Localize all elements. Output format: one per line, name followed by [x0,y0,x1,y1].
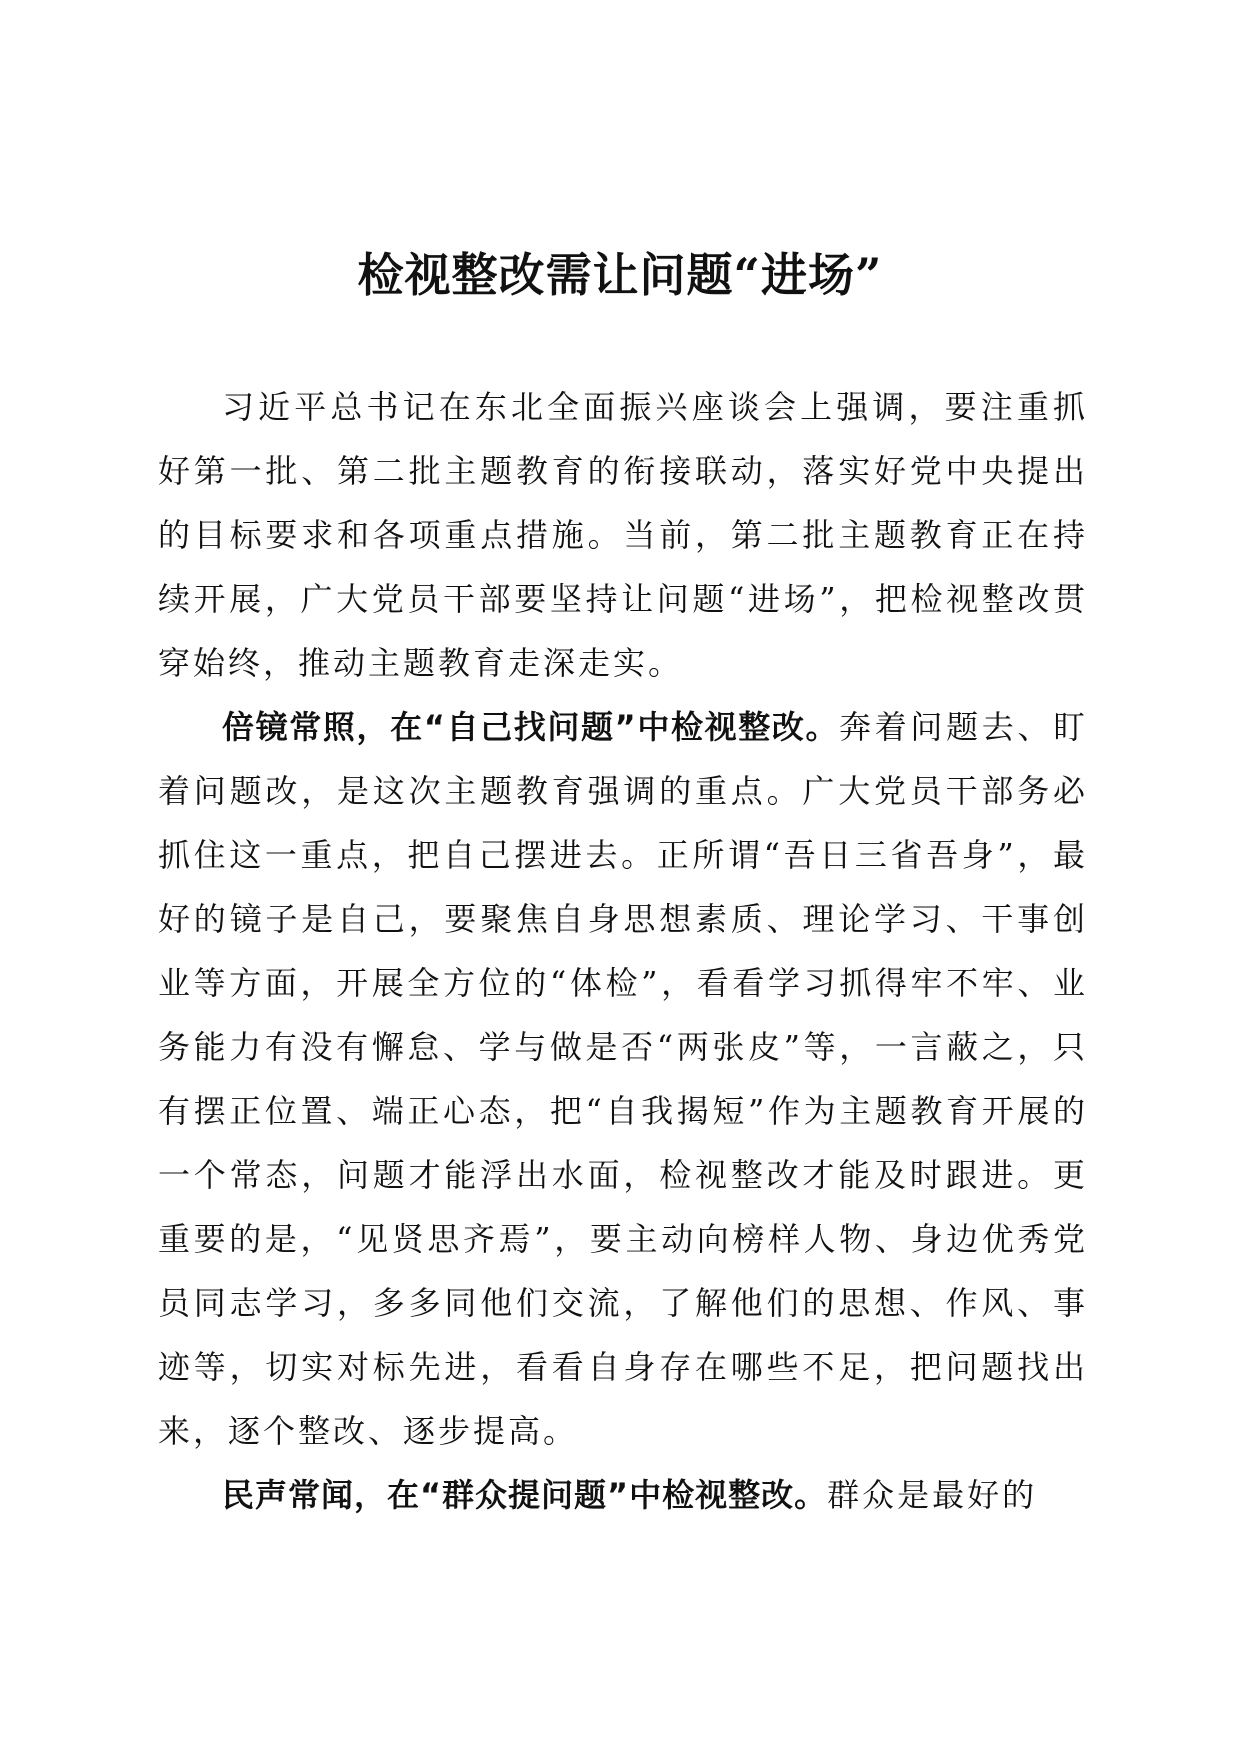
document-title: 检视整改需让问题“进场” [357,248,883,302]
paragraph-3 [158,1463,1088,1527]
paragraph-1 [158,375,1088,695]
document-body [158,375,1088,1527]
paragraph-text: 群众是最好的 [827,1476,1038,1514]
paragraph-text: 奔着问题去、盯着问题改，是这次主题教育强调的重点。广大党员干部务必抓住这一重点，把自己摆进去。正所谓“吾日三省吾身”，最好的镜子是自己，要聚焦自身思想素质、理论学习、干事创业等方面，开展全方位的“体检”，看看学习抓得牢不牢、业务能力有没有懈怠、学与做是否“两张皮”等，一言蔽之，只有摆正位置、端正心态，把“自我揭短”作为主题教育开展的一个常态，问题才能浮出水面，检视整改才能及时跟进。更重要的是，“见贤思齐焉”，要主动向榜样人物、身边优秀党员同志学习，多多同他们交流，了解他们的思想、作风、事迹等，切实对标先进，看看自身存在哪些不足，把问题找出来，逐个整改、逐步提高。 [158,708,1088,1450]
paragraph-lead: 民声常闻，在“群众提问题”中检视整改。 [222,1476,828,1514]
paragraph-lead: 倍镜常照，在“自己找问题”中检视整改。 [222,708,840,746]
paragraph-text: 习近平总书记在东北全面振兴座谈会上强调，要注重抓好第一批、第二批主题教育的衔接联动，落实好党中央提出的目标要求和各项重点措施。当前，第二批主题教育正在持续开展，广大党员干部要坚持让问题“进场”，把检视整改贯穿始终，推动主题教育走深走实。 [158,388,1088,682]
paragraph-2 [158,695,1088,1463]
